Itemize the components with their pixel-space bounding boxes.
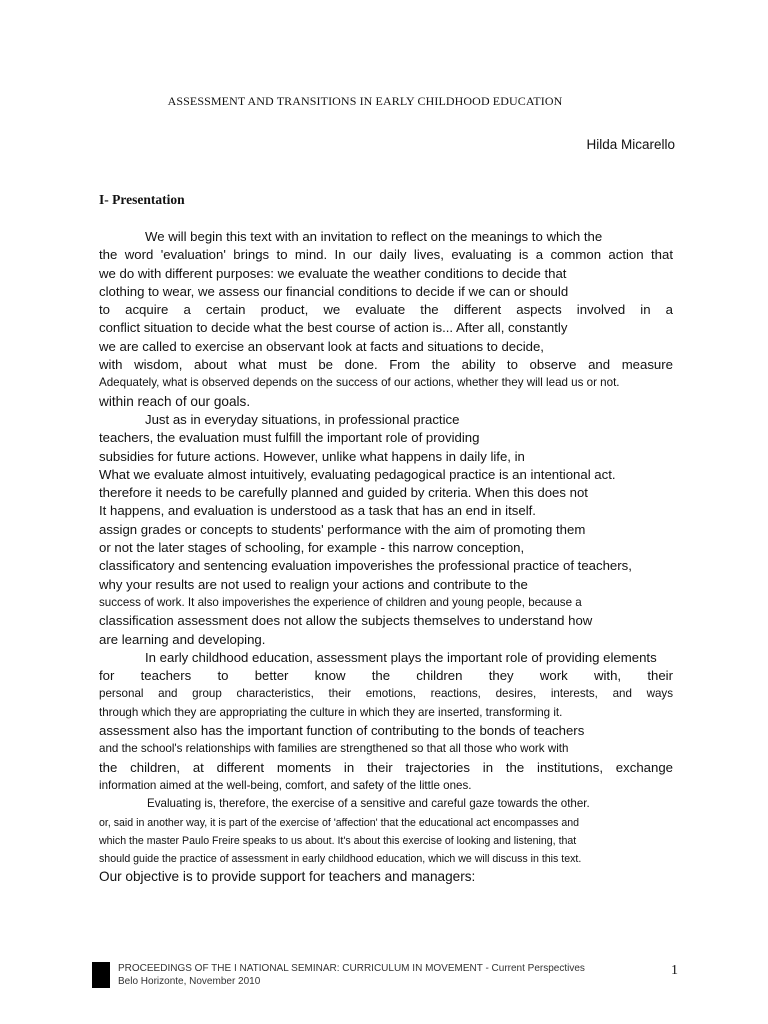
text-line: through which they are appropriating the culture in which they are inserted, transforming it. [99, 705, 563, 719]
text-line: subsidies for future actions. However, unlike what happens in daily life, in [99, 448, 525, 464]
text-line: which the master Paulo Freire speaks to us about. It's about this exercise of looking and listening, that [99, 834, 577, 847]
document-title: ASSESSMENT AND TRANSITIONS IN EARLY CHILDHOOD EDUCATION [167, 94, 563, 108]
text-line: We will begin this text with an invitation to reflect on the meanings to which the [145, 229, 603, 244]
text-line: are learning and developing. [99, 631, 266, 647]
text-line: should guide the practice of assessment in early childhood education, which we will discuss in this text. [99, 853, 582, 866]
text-line: Evaluating is, therefore, the exercise of a sensitive and careful gaze towards the other. [147, 797, 590, 811]
text-line: classificatory and sentencing evaluation impoverishes the professional practice of teachers, [99, 558, 632, 574]
text-line: What we evaluate almost intuitively, evaluating pedagogical practice is an intentional act. [99, 466, 616, 482]
text-line: why your results are not used to realign your actions and contribute to the [99, 576, 528, 592]
text-line: to acquire a certain product, we evaluate the different aspects involved in a [99, 302, 673, 318]
text-line: the children, at different moments in their trajectories in the institutions, exchange [99, 759, 673, 775]
text-line: classification assessment does not allow the subjects themselves to understand how [99, 613, 593, 629]
text-line: the word 'evaluation' brings to mind. In our daily lives, evaluating is a common action that [99, 247, 673, 263]
footer-marker [92, 962, 110, 988]
text-line: personal and group characteristics, their emotions, reactions, desires, interests, and ways [99, 687, 673, 701]
text-line: clothing to wear, we assess our financial conditions to decide if we can or should [99, 283, 569, 299]
text-line: Our objective is to provide support for teachers and managers: [99, 869, 476, 885]
footer-location-date: Belo Horizonte, November 2010 [118, 976, 261, 987]
page-footer [92, 962, 678, 988]
text-line: It happens, and evaluation is understood as a task that has an end in itself. [99, 503, 536, 519]
text-line: and the school's relationships with families are strengthened so that all those who work with [99, 742, 569, 756]
text-line: Adequately, what is observed depends on the success of our actions, whether they will lead us or not. [99, 376, 620, 390]
text-line: with wisdom, about what must be done. From the ability to observe and measure [99, 357, 673, 373]
text-line: information aimed at the well-being, comfort, and safety of the little ones. [99, 778, 472, 792]
author-name: Hilda Micarello [586, 137, 675, 152]
text-line: or not the later stages of schooling, for example - this narrow conception, [99, 540, 525, 556]
text-line: within reach of our goals. [99, 393, 251, 409]
text-line: we do with different purposes: we evaluate the weather conditions to decide that [99, 265, 567, 281]
text-line: assessment also has the important function of contributing to the bonds of teachers [99, 723, 585, 739]
section-heading: I- Presentation [99, 192, 185, 207]
text-line: teachers, the evaluation must fulfill the important role of providing [99, 430, 480, 446]
text-line: we are called to exercise an observant look at facts and situations to decide, [99, 338, 544, 354]
text-line: success of work. It also impoverishes the experience of children and young people, because a [99, 595, 582, 609]
text-line: assign grades or concepts to students' performance with the aim of promoting them [99, 521, 586, 537]
text-line: In early childhood education, assessment plays the important role of providing elements [145, 649, 657, 665]
text-line: for teachers to better know the children they work with, their [99, 668, 673, 684]
text-line: or, said in another way, it is part of the exercise of 'affection' that the educational act encompasses and [99, 816, 580, 829]
text-line: Just as in everyday situations, in professional practice [145, 411, 460, 427]
body-text [99, 228, 673, 887]
footer-text [118, 962, 585, 988]
text-line: conflict situation to decide what the best course of action is... After all, constantly [99, 320, 568, 336]
footer-proceedings: PROCEEDINGS OF THE I NATIONAL SEMINAR: CURRICULUM IN MOVEMENT - Current Perspectives [118, 963, 585, 974]
text-line: therefore it needs to be carefully planned and guided by criteria. When this does not [99, 485, 588, 501]
page-number: 1 [671, 963, 678, 978]
